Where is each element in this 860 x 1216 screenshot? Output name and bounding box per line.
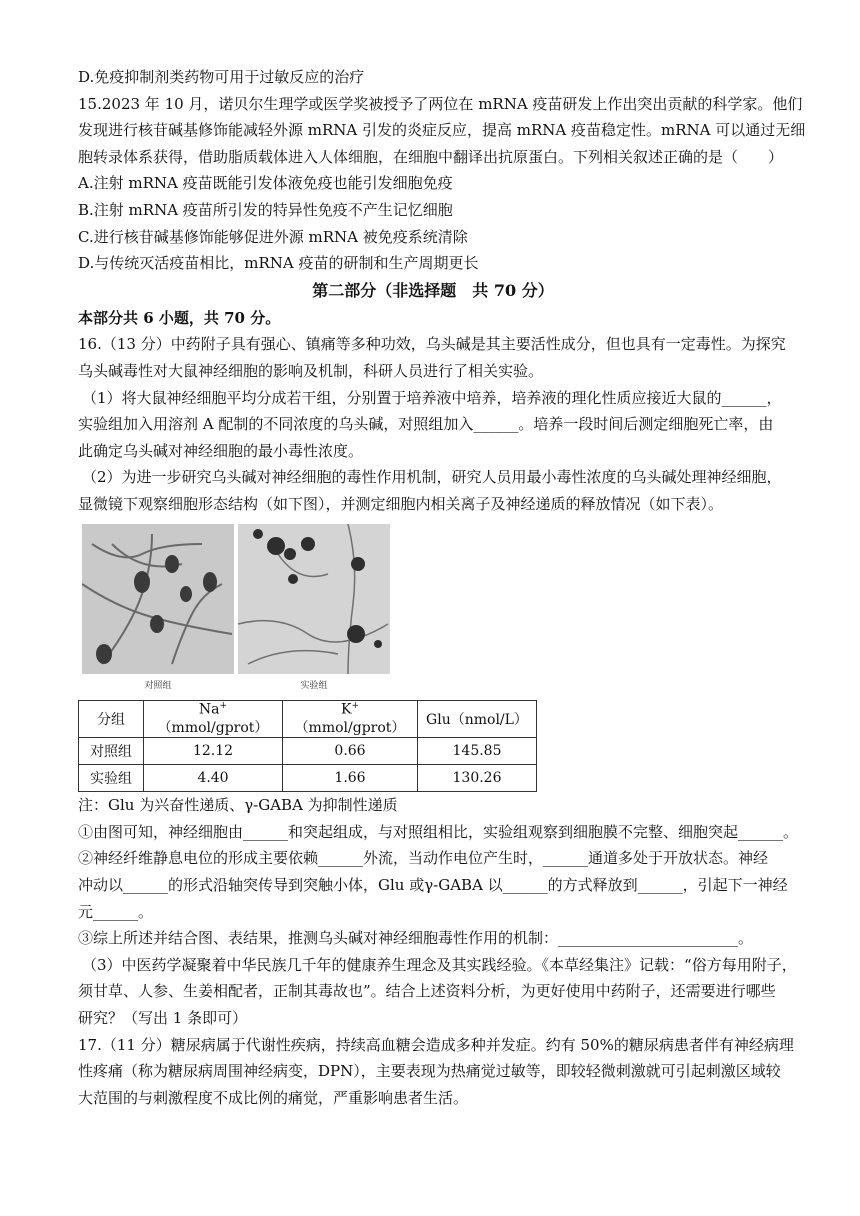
sub-question-line: 须甘草、人参、生姜相配者，正制其毒故也”。结合上述资料分析，为更好使用中药附子，还需要进行哪些 — [78, 982, 776, 1001]
table-cell: 0.66 — [283, 738, 418, 765]
table-cell: 12.12 — [144, 738, 283, 765]
sub-question-line: 此确定乌头碱对神经细胞的最小毒性浓度。 — [78, 441, 364, 460]
table-cell: 145.85 — [418, 738, 537, 765]
question-stem-line: 大范围的与刺激程度不成比例的痛觉，严重影响患者生活。 — [78, 1088, 469, 1107]
sub-question-line: ①由图可知，神经细胞由______和突起组成，与对照组相比，实验组观察到细胞膜不完整、细胞突起______。 — [78, 822, 799, 841]
experiment-caption: 实验组 — [300, 680, 328, 691]
question-17-block — [78, 1032, 794, 1112]
table-header-row — [79, 700, 537, 738]
table-header-cell: Na+（mmol/gprot） — [144, 700, 283, 738]
sub-question-line: 冲动以______的形式沿轴突传导到突触小体，Glu 或γ-GABA 以______的方式释放到______，引起下一神经 — [78, 875, 788, 894]
option-a: A.注射 mRNA 疫苗既能引发体液免疫也能引发细胞免疫 — [78, 174, 453, 193]
question-stem-line: 15.2023 年 10 月，诺贝尔生理学或医学奖被授予了两位在 mRNA 疫苗研发上作出突出贡献的科学家。他们 — [78, 94, 803, 113]
question-stem-line: 发现进行核苷碱基修饰能减轻外源 mRNA 引发的炎症反应，提高 mRNA 疫苗稳定性。mRNA 可以通过无细 — [78, 121, 806, 140]
sub-question-line: （2）为进一步研究乌头碱对神经细胞的毒性作用机制，研究人员用最小毒性浓度的乌头碱处理神经细胞， — [82, 468, 782, 487]
option-b: B.注射 mRNA 疫苗所引发的特异性免疫不产生记忆细胞 — [78, 200, 453, 219]
table-header-cell: Glu（nmol/L） — [418, 700, 537, 738]
table-cell: 对照组 — [79, 738, 144, 765]
question-stem-line: 17.（11 分）糖尿病属于代谢性疾病，持续高血糖会造成多种并发症。约有 50%的糖尿病患者伴有神经病理 — [78, 1035, 794, 1054]
question-stem-line: 16.（13 分）中药附子具有强心、镇痛等多种功效，乌头碱是其主要活性成分，但也具有一定毒性。为探究 — [78, 335, 786, 354]
option-d: D.与传统灭活疫苗相比，mRNA 疫苗的研制和生产周期更长 — [78, 254, 479, 273]
sub-question-line: ②神经纤维静息电位的形成主要依赖______外流，当动作电位产生时，______通道多处于开放状态。神经 — [78, 849, 769, 868]
table-cell: 4.40 — [144, 765, 283, 792]
control-caption: 对照组 — [144, 680, 172, 691]
section-title: 第二部分（非选择题 共 70 分） — [312, 280, 554, 300]
table-header-cell: K+（mmol/gprot） — [283, 700, 418, 738]
question-15-block — [78, 64, 806, 277]
ion-data-table — [78, 700, 537, 793]
question-stem-line: 乌头碱毒性对大鼠神经细胞的影响及机制，科研人员进行了相关实验。 — [78, 361, 544, 380]
table-row — [79, 765, 537, 792]
sub-question-line: 实验组加入用溶剂 A 配制的不同浓度的乌头碱，对照组加入______。培养一段时间后测定细胞死亡率，由 — [78, 415, 774, 434]
micrograph-figure — [78, 522, 788, 698]
table-cell: 1.66 — [283, 765, 418, 792]
table-note: 注：Glu 为兴奋性递质、γ-GABA 为抑制性递质 — [78, 796, 398, 815]
sub-question-line: 元______。 — [78, 902, 154, 921]
sub-question-line: （3）中医药学凝聚着中华民族几千年的健康养生理念及其实践经验。《本草经集注》记载：“俗方每用附子， — [82, 955, 797, 974]
sub-question-line: ③综上所述并结合图、表结果，推测乌头碱对神经细胞毒性作用的机制：________________________。 — [78, 929, 754, 948]
table-cell: 实验组 — [79, 765, 144, 792]
control-micrograph — [82, 524, 234, 674]
sub-question-line: 显微镜下观察细胞形态结构（如下图），并测定细胞内相关离子及神经递质的释放情况（如下表）。 — [78, 494, 724, 513]
table-cell: 130.26 — [418, 765, 537, 792]
question-stem-line: 胞转录体系获得，借助脂质载体进入人体细胞，在细胞中翻译出抗原蛋白。下列相关叙述正确的是（ ） — [78, 147, 784, 166]
experiment-micrograph — [238, 524, 390, 674]
table-header-cell: 分组 — [79, 700, 144, 738]
question-stem-line: 性疼痛（称为糖尿病周围神经病变，DPN），主要表现为热痛觉过敏等，即较轻微刺激就可引起刺激区域较 — [78, 1062, 781, 1081]
table-row — [79, 738, 537, 765]
option-c: C.进行核苷碱基修饰能够促进外源 mRNA 被免疫系统清除 — [78, 227, 468, 246]
question-16-block — [78, 331, 799, 1031]
sub-question-line: （1）将大鼠神经细胞平均分成若干组，分别置于培养液中培养，培养液的理化性质应接近大鼠的______， — [82, 388, 782, 407]
section-note: 本部分共 6 小题，共 70 分。 — [78, 308, 281, 327]
sub-question-line: 研究？（写出 1 条即可） — [78, 1008, 248, 1027]
option-line: D.免疫抑制剂类药物可用于过敏反应的治疗 — [78, 68, 365, 86]
exam-page — [78, 64, 806, 1111]
